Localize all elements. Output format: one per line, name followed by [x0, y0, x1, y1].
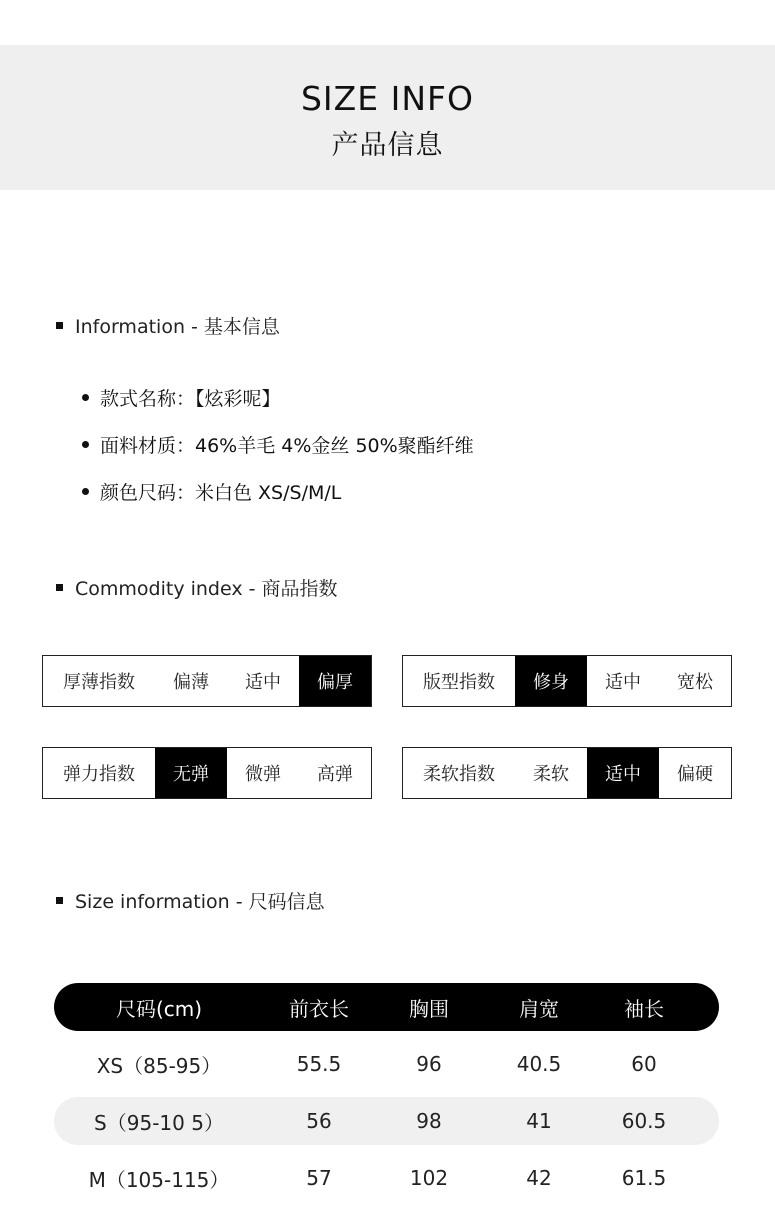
column-header-shoulder: 肩宽	[519, 996, 559, 1021]
information-heading-label: Information - 基本信息	[75, 316, 280, 338]
table-cell: M（105-115）	[88, 1167, 230, 1192]
square-bullet-icon	[56, 584, 63, 591]
softness-index-name: 柔软指数	[423, 764, 495, 785]
thickness-index	[42, 655, 372, 707]
info-item-style-name: 款式名称：【炫彩呢】	[100, 388, 281, 410]
info-item	[82, 478, 341, 505]
table-cell: S（95-10 5）	[94, 1110, 224, 1135]
softness-index	[402, 747, 732, 799]
table-cell: 60.5	[621, 1109, 667, 1133]
information-heading	[56, 312, 280, 339]
fit-option-slim-selected: 修身	[515, 656, 587, 706]
column-header-sleeve: 袖长	[624, 996, 664, 1021]
info-item-color-size: 颜色尺码：米白色 XS/S/M/L	[100, 482, 342, 504]
table-row	[54, 1154, 719, 1202]
table-row	[54, 1040, 719, 1088]
size-table	[54, 983, 719, 1211]
table-cell: 42	[526, 1166, 552, 1190]
elasticity-option-none-selected: 无弹	[155, 748, 227, 798]
info-item	[82, 384, 281, 411]
elasticity-index	[42, 747, 372, 799]
dot-bullet-icon	[82, 394, 89, 401]
column-header-size: 尺码(cm)	[115, 996, 203, 1021]
elasticity-index-name: 弹力指数	[63, 764, 135, 785]
page-title: SIZE INFO	[300, 79, 474, 118]
table-cell: XS（85-95）	[96, 1053, 222, 1078]
fit-option-regular: 适中	[605, 672, 641, 693]
softness-option-soft: 柔软	[533, 764, 569, 785]
table-cell: 96	[416, 1052, 442, 1076]
table-cell: 57	[306, 1166, 332, 1190]
elasticity-option-slight: 微弹	[245, 764, 281, 785]
info-item-fabric: 面料材质：46%羊毛 4%金丝 50%聚酯纤维	[100, 435, 474, 457]
column-header-chest: 胸围	[409, 996, 449, 1021]
commodity-heading-label: Commodity index - 商品指数	[75, 578, 338, 600]
dot-bullet-icon	[82, 488, 89, 495]
size-info-heading-label: Size information - 尺码信息	[75, 891, 325, 913]
table-cell: 41	[526, 1109, 552, 1133]
dot-bullet-icon	[82, 441, 89, 448]
table-cell: 40.5	[516, 1052, 562, 1076]
table-cell: 60	[631, 1052, 657, 1076]
table-cell: 98	[416, 1109, 442, 1133]
table-cell: 61.5	[621, 1166, 667, 1190]
square-bullet-icon	[56, 322, 63, 329]
size-info-heading	[56, 887, 325, 914]
softness-option-hard: 偏硬	[677, 764, 713, 785]
table-cell: 56	[306, 1109, 332, 1133]
page-header	[0, 45, 775, 190]
size-table-header	[54, 983, 719, 1031]
thickness-option-thick-selected: 偏厚	[299, 656, 371, 706]
fit-option-loose: 宽松	[677, 672, 713, 693]
square-bullet-icon	[56, 897, 63, 904]
thickness-option-thin: 偏薄	[173, 672, 209, 693]
fit-index	[402, 655, 732, 707]
page-subtitle: 产品信息	[331, 130, 444, 161]
table-row	[54, 1097, 719, 1145]
table-cell: 102	[409, 1166, 449, 1190]
fit-index-name: 版型指数	[423, 672, 495, 693]
elasticity-option-high: 高弹	[317, 764, 353, 785]
table-cell: 55.5	[296, 1052, 342, 1076]
info-item	[82, 431, 474, 458]
thickness-index-name: 厚薄指数	[63, 672, 135, 693]
column-header-length: 前衣长	[289, 996, 349, 1021]
thickness-option-medium: 适中	[245, 672, 281, 693]
softness-option-medium-selected: 适中	[587, 748, 659, 798]
commodity-heading	[56, 574, 338, 601]
